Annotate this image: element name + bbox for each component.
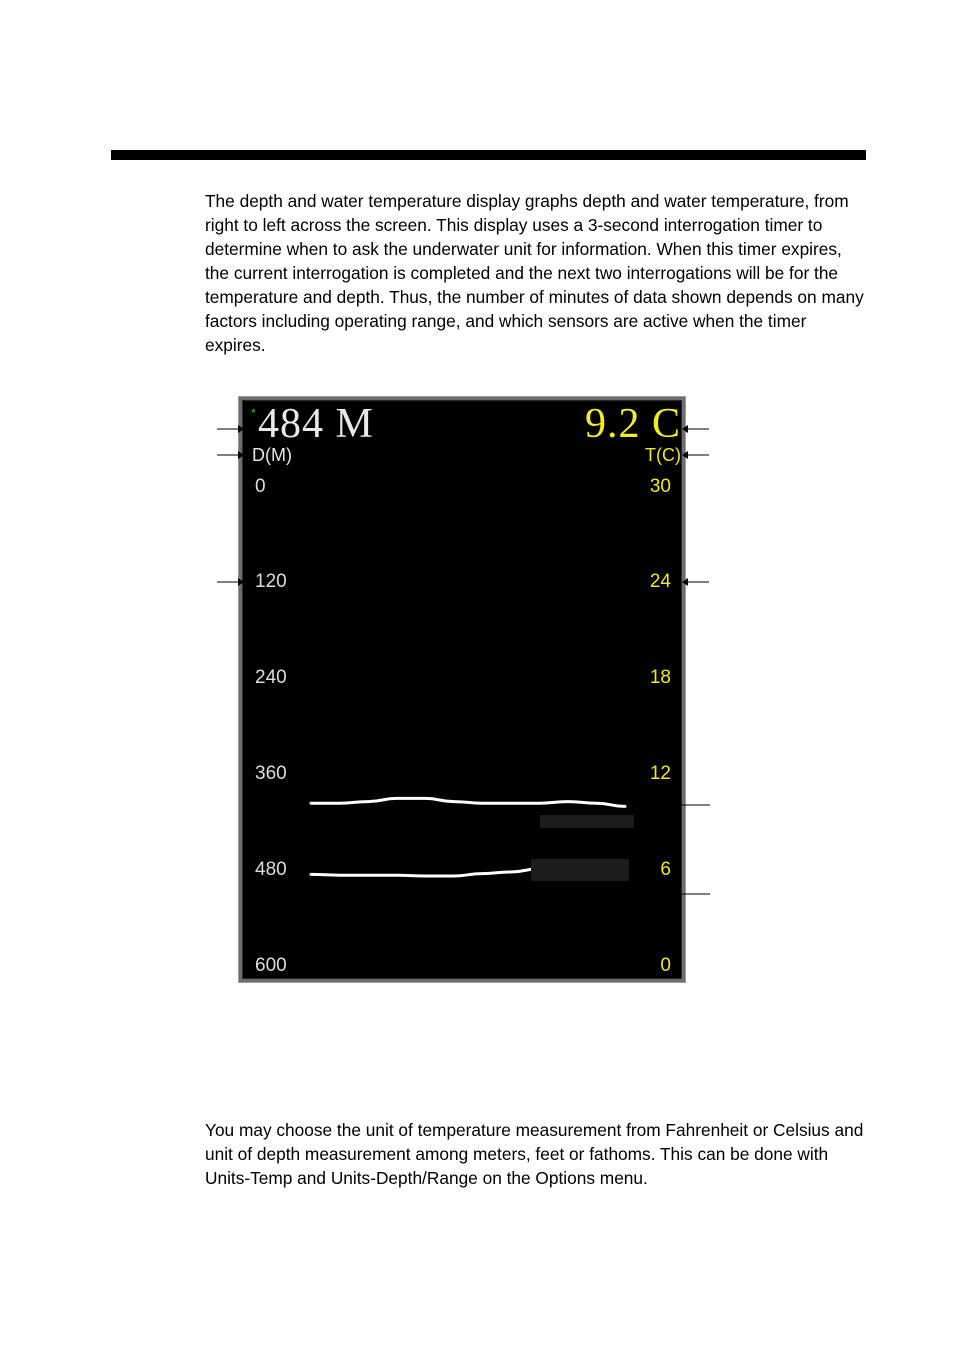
trend-plot bbox=[239, 397, 686, 983]
temperature-data-point bbox=[596, 802, 598, 804]
temperature-data-point bbox=[624, 806, 626, 808]
temperature-tick: 18 bbox=[649, 667, 671, 688]
temperature-data-point bbox=[510, 802, 512, 804]
depth-data-point bbox=[396, 874, 398, 876]
intro-paragraph: The depth and water temperature display graphs depth and water temperature, from right to left across the screen. This display uses a 3-second interrogation timer to determine when to ask the underwater unit for information. When this timer expires, the current interrogation is completed and the next two interrogations will be for the temperature and depth. Thus, the number of minutes of data shown depends on many factors including operating range, and which sensors are active when the timer expires. bbox=[205, 191, 864, 355]
temperature-readout-pointer-arrow bbox=[682, 420, 712, 440]
obscured-label bbox=[540, 815, 634, 828]
temperature-trace-pointer-arrow bbox=[628, 796, 714, 816]
depth-tick: 360 bbox=[255, 763, 287, 784]
depth-data-point bbox=[367, 874, 369, 876]
temperature-data-point bbox=[481, 802, 483, 804]
depth-scale-pointer-arrow bbox=[214, 573, 244, 593]
status-marker: * bbox=[251, 406, 256, 420]
temperature-data-point bbox=[453, 801, 455, 803]
depth-data-point bbox=[310, 874, 312, 876]
temperature-axis-label: T(C) bbox=[645, 445, 681, 465]
depth-tick: 600 bbox=[255, 955, 287, 976]
temperature-data-point bbox=[367, 801, 369, 803]
depth-data-point bbox=[453, 875, 455, 877]
temperature-tick: 30 bbox=[649, 476, 671, 497]
temperature-data-point bbox=[539, 802, 541, 804]
temperature-label-pointer-arrow bbox=[682, 446, 712, 466]
section-rule bbox=[111, 150, 866, 160]
temperature-trace-line bbox=[311, 798, 625, 806]
depth-data-point bbox=[339, 874, 341, 876]
temperature-data-point bbox=[424, 798, 426, 800]
obscured-label bbox=[531, 859, 629, 881]
temperature-tick: 6 bbox=[660, 859, 671, 880]
depth-tick: 480 bbox=[255, 859, 287, 880]
temperature-tick: 24 bbox=[649, 571, 671, 592]
depth-tick: 120 bbox=[255, 571, 287, 592]
depth-tick: 0 bbox=[255, 476, 266, 497]
temperature-scale-pointer-arrow bbox=[682, 573, 712, 593]
depth-tick: 240 bbox=[255, 667, 287, 688]
temperature-data-point bbox=[567, 801, 569, 803]
temperature-data-point bbox=[396, 798, 398, 800]
depth-readout: 484 M bbox=[258, 401, 374, 447]
depth-axis-label: D(M) bbox=[252, 445, 292, 465]
depth-label-pointer-arrow bbox=[214, 446, 244, 466]
depth-temperature-display bbox=[238, 396, 686, 983]
depth-readout-pointer-arrow bbox=[214, 420, 244, 440]
depth-data-point bbox=[424, 875, 426, 877]
temperature-readout: 9.2 C bbox=[584, 401, 681, 447]
depth-data-point bbox=[510, 871, 512, 873]
temperature-data-point bbox=[310, 802, 312, 804]
units-paragraph: You may choose the unit of temperature measurement from Fahrenheit or Celsius and unit of depth measurement among meters, feet or fathoms. This can be done with Units-Temp and Units-Depth/Range on the Options menu. bbox=[205, 1120, 864, 1188]
temperature-tick: 0 bbox=[660, 955, 671, 976]
temperature-tick: 12 bbox=[649, 763, 671, 784]
temperature-data-point bbox=[339, 802, 341, 804]
depth-trace-pointer-arrow bbox=[624, 885, 714, 905]
depth-data-point bbox=[481, 873, 483, 875]
